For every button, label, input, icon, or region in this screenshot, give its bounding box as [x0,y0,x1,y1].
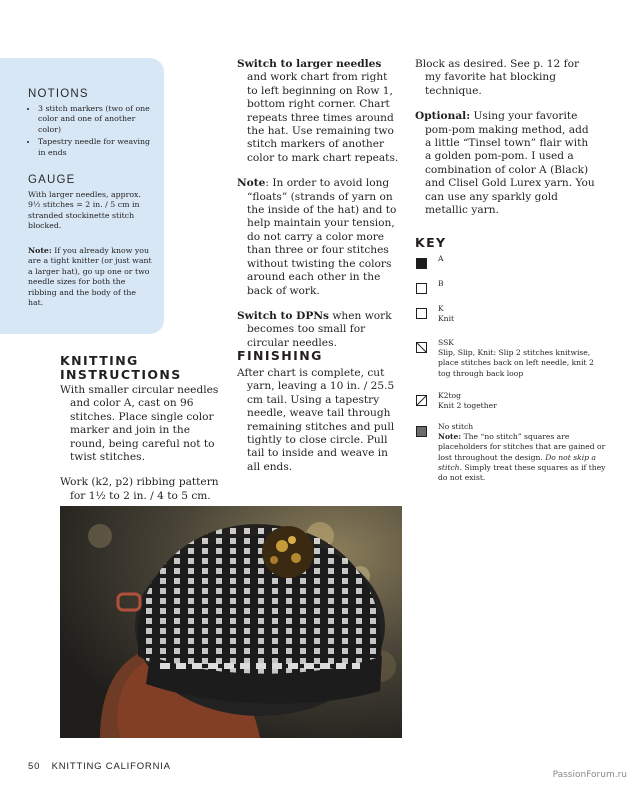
note-label: Note: [438,432,462,442]
gauge-heading: GAUGE [28,174,76,186]
note-text: The “no stitch” squares are placeholders for stitches that are gained or lost throughout the design. [438,432,606,462]
paragraph-text: : In order to avoid long “floats” (strands of yarn on the inside of the hat) and to help maintain your tension, do not carry a color more than three or four stitches without twisting the colors around each other in the back of work. [247,177,397,297]
key-title: K2tog [438,391,461,400]
key-title: K [438,304,444,313]
paragraph-text: and work chart from right to left beginning on Row 1, bottom right corner. Chart repeats three times around the hat. Use remaining two stitch markers of another color to mark chart repeats. [247,71,399,164]
switch-larger-paragraph [237,58,400,165]
bold-lead: Switch to larger needles [237,58,382,70]
finishing-body [237,367,402,486]
empty-square-icon [416,308,427,319]
bold-lead: Switch to DPNs [237,309,329,322]
cast-on-paragraph: With smaller circular needles and color A, cast on 96 stitches. Place single color marker and join in the round, being careful not to twist stitches. [60,384,219,464]
paragraph-text: when work becomes too small for circular needles. [247,309,392,349]
ribbing-paragraph: Work (k2, p2) ribbing pattern for 1½ to 2 in. / 4 to 5 cm. [60,476,219,502]
gauge-note-text: If you already know you are a tight knitter (or just want a larger hat), go up one or two needle sizes for both the ribbing and the body of the hat. [28,246,152,308]
knitting-instructions-heading [60,354,182,382]
key-heading: KEY [415,235,447,250]
page-number: 50 [28,761,41,772]
gauge-note-label: Note: [28,246,52,255]
right-column [415,58,595,229]
middle-column [237,58,400,362]
backslash-square-icon [416,342,427,353]
block-paragraph: Block as desired. See p. 12 for my favorite hat blocking technique. [415,58,580,97]
optional-paragraph [415,110,595,217]
key-title: A [438,254,444,263]
no-stitch-note [438,432,608,483]
notions-list [28,104,158,160]
empty-square-icon [416,283,427,294]
key-text [438,304,608,324]
knitting-instructions-body [60,384,220,515]
book-title: KNITTING CALIFORNIA [51,761,171,772]
page-footer [28,761,171,772]
hat-photo [60,506,402,738]
gray-square-icon [416,426,427,437]
key-text [438,391,608,411]
paragraph-text: Using your favorite pom-pom making method, add a little “Tinsel town” flair with a golden pom-pom. I used a combination of color A (Black) and Clisel Gold Lurex yarn. You can use any sparkly gold metallic yarn. [425,110,595,217]
solid-square-icon [416,258,427,269]
note-italic: Do not skip a stitch. [438,452,596,472]
key-title: B [438,279,444,288]
heading-line: KNITTING [60,353,139,368]
heading-line: INSTRUCTIONS [60,367,182,382]
switch-dpns-paragraph [237,310,400,350]
key-desc: Slip, Slip, Knit: Slip 2 stitches knitwise, place stitches back on left needle, knit 2 tog through back loop [438,348,594,378]
note-floats-paragraph [237,177,400,298]
gauge-note [28,246,153,308]
key-text [438,338,608,379]
gauge-text: With larger needles, approx. 9½ stitches = 2 in. / 5 cm in stranded stockinette stitch blocked. [28,190,141,231]
notions-item: • 3 stitch markers (two of one color and one of another color) [38,104,158,135]
key-desc: Knit 2 together [438,401,497,411]
key-title: No stitch [438,422,474,431]
slash-square-icon [416,395,427,406]
note-tail: Simply treat these squares as if they do not exist. [438,462,606,483]
notions-item: • Tapestry needle for weaving in ends [38,137,158,158]
watermark: PassionForum.ru [552,770,627,780]
key-desc: Knit [438,314,455,324]
finishing-heading: FINISHING [237,348,323,363]
key-text [438,422,608,483]
key-title: SSK [438,338,454,347]
hat-photo-image [60,506,402,738]
notions-heading: NOTIONS [28,88,89,100]
bold-lead: Optional: [415,110,471,123]
bold-lead: Note [237,177,266,190]
finishing-paragraph: After chart is complete, cut yarn, leaving a 10 in. / 25.5 cm tail. Using a tapestry needle, weave tail through remaining stitches and pull tightly to close circle. Pull tail to inside and weave in all ends. [237,367,395,473]
